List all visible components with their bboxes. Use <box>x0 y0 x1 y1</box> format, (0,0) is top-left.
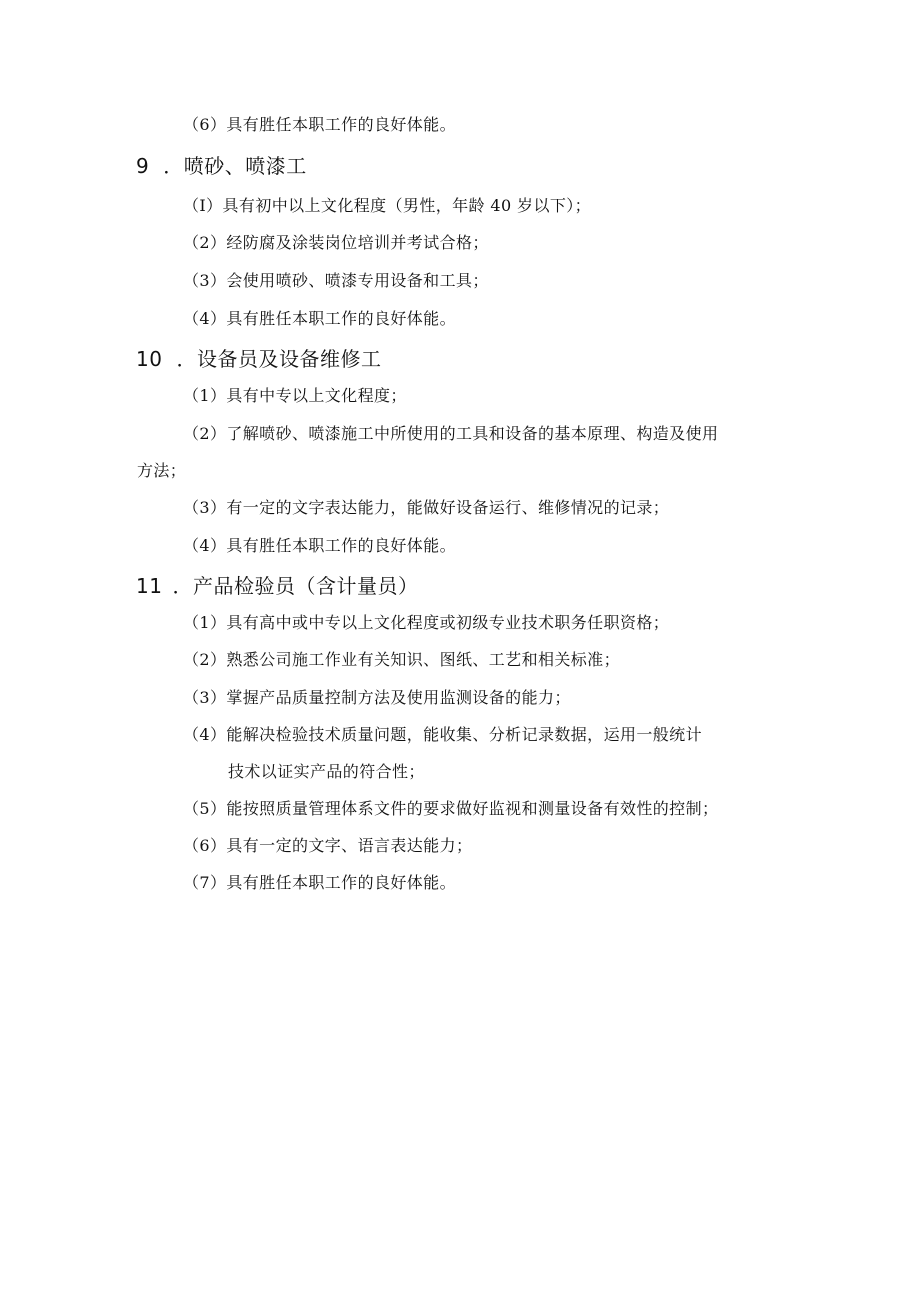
text-line: （3）掌握产品质量控制方法及使用监测设备的能力； <box>183 688 571 707</box>
text-line: （1）具有中专以上文化程度； <box>183 386 407 405</box>
text-line: （5）能按照质量管理体系文件的要求做好监视和测量设备有效性的控制； <box>183 799 719 818</box>
heading-text: ．设备员及设备维修工 <box>176 347 382 371</box>
heading-number: 9 <box>136 154 150 178</box>
text-line: （3）会使用喷砂、喷漆专用设备和工具； <box>183 271 489 290</box>
section-heading-9 <box>136 154 307 178</box>
heading-number: 11 <box>136 574 163 598</box>
text-line: （3）有一定的文字表达能力，能做好设备运行、维修情况的记录； <box>183 498 670 517</box>
text-line: （1）具有高中或中专以上文化程度或初级专业技术职务任职资格； <box>183 613 670 632</box>
text-line: （I）具有初中以上文化程度（男性，年龄 40 岁以下）； <box>183 196 592 215</box>
text-line: （6）具有胜任本职工作的良好体能。 <box>183 115 456 134</box>
text-line: （2）经防腐及涂装岗位培训并考试合格； <box>183 233 489 252</box>
heading-text: ．产品检验员（含计量员） <box>172 574 419 598</box>
section-heading-11 <box>136 574 418 598</box>
text-line: 技术以证实产品的符合性； <box>228 762 425 781</box>
text-line: （4）能解决检验技术质量问题，能收集、分析记录数据，运用一般统计 <box>183 725 702 744</box>
text-line: 方法； <box>137 461 187 480</box>
text-line: （4）具有胜任本职工作的良好体能。 <box>183 536 456 555</box>
text-line: （6）具有一定的文字、语言表达能力； <box>183 836 473 855</box>
heading-text: ．喷砂、喷漆工 <box>163 154 307 178</box>
text-line: （7）具有胜任本职工作的良好体能。 <box>183 873 456 892</box>
text-line: （4）具有胜任本职工作的良好体能。 <box>183 309 456 328</box>
section-heading-10 <box>136 347 381 371</box>
text-line: （2）熟悉公司施工作业有关知识、图纸、工艺和相关标准； <box>183 650 620 669</box>
text-line: （2）了解喷砂、喷漆施工中所使用的工具和设备的基本原理、构造及使用 <box>183 424 719 443</box>
heading-number: 10 <box>136 347 163 371</box>
